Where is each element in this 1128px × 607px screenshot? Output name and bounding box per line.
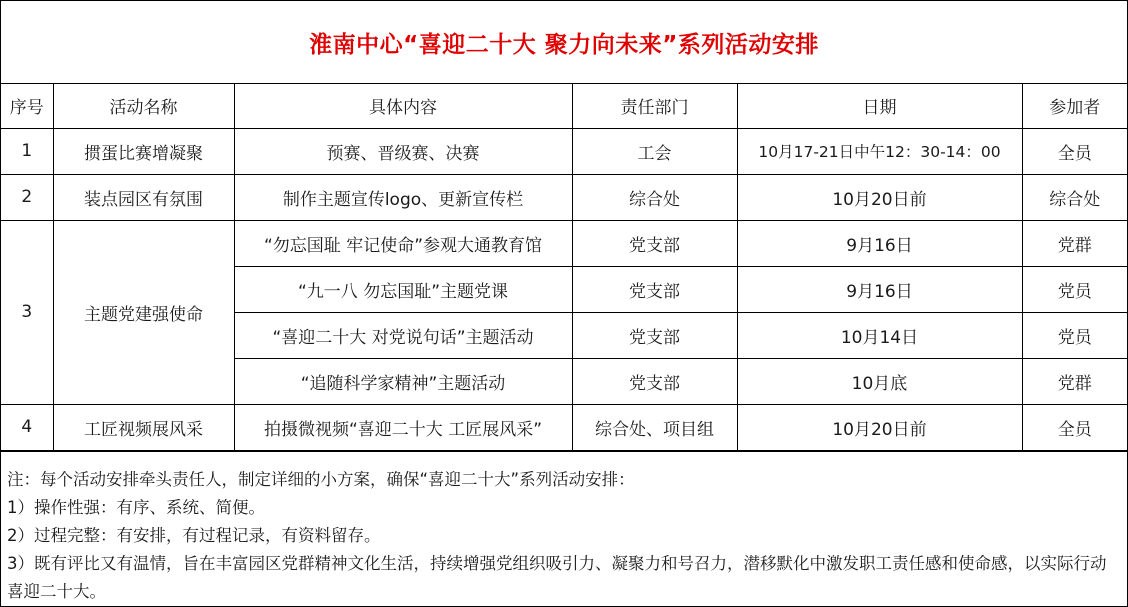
cell-no: 2 [1,174,53,220]
cell-content: “追随科学家精神”主题活动 [234,358,572,404]
cell-participants: 党员 [1022,312,1127,358]
cell-content: 拍摄微视频“喜迎二十大 工匠展风采” [234,404,572,450]
note-line: 注：每个活动安排牵头责任人，制定详细的小方案，确保“喜迎二十大”系列活动安排： [7,470,635,489]
cell-dept: 综合处、项目组 [572,404,737,450]
table-row [1,128,1127,174]
cell-activity-name: 主题党建强使命 [53,220,234,404]
column-header-name: 活动名称 [53,83,234,128]
column-header-date: 日期 [737,83,1022,128]
table-row [1,404,1127,450]
cell-participants: 党群 [1022,358,1127,404]
cell-participants: 综合处 [1022,174,1127,220]
cell-date: 10月17-21日中午12：30-14：00 [737,128,1022,174]
column-header-content: 具体内容 [234,83,572,128]
cell-participants: 全员 [1022,404,1127,450]
cell-activity-name: 装点园区有氛围 [53,174,234,220]
cell-content: “勿忘国耻 牢记使命”参观大通教育馆 [234,220,572,266]
cell-participants: 党员 [1022,266,1127,312]
cell-content: 预赛、晋级赛、决赛 [234,128,572,174]
column-header-dept: 责任部门 [572,83,737,128]
cell-activity-name: 工匠视频展风采 [53,404,234,450]
notes-section [1,451,1127,606]
cell-participants: 党群 [1022,220,1127,266]
cell-dept: 党支部 [572,220,737,266]
cell-dept: 党支部 [572,312,737,358]
column-header-participants: 参加者 [1022,83,1127,128]
column-header-no: 序号 [1,83,53,128]
table-row [1,174,1127,220]
cell-no: 3 [1,220,53,404]
cell-dept: 综合处 [572,174,737,220]
cell-dept: 工会 [572,128,737,174]
table-header-row [1,83,1127,128]
cell-dept: 党支部 [572,266,737,312]
cell-dept: 党支部 [572,358,737,404]
cell-date: 9月16日 [737,266,1022,312]
cell-no: 1 [1,128,53,174]
note-line: 2）过程完整：有安排，有过程记录，有资料留存。 [7,526,381,545]
cell-content: “喜迎二十大 对党说句话”主题活动 [234,312,572,358]
activity-table [1,83,1127,451]
cell-date: 10月20日前 [737,404,1022,450]
note-line: 1）操作性强：有序、系统、简便。 [7,498,265,517]
cell-content: “九一八 勿忘国耻”主题党课 [234,266,572,312]
cell-date: 10月20日前 [737,174,1022,220]
cell-no: 4 [1,404,53,450]
sheet-title: 淮南中心“喜迎二十大 聚力向未来”系列活动安排 [1,1,1127,84]
cell-activity-name: 掼蛋比赛增凝聚 [53,128,234,174]
note-line: 3）既有评比又有温情，旨在丰富园区党群精神文化生活，持续增强党组织吸引力、凝聚力和号召力，潜移默化中激发职工责任感和使命感，以实际行动喜迎二十大。 [7,554,1107,601]
cell-date: 10月14日 [737,312,1022,358]
table-row [1,220,1127,266]
cell-date: 9月16日 [737,220,1022,266]
cell-date: 10月底 [737,358,1022,404]
cell-content: 制作主题宣传logo、更新宣传栏 [234,174,572,220]
cell-participants: 全员 [1022,128,1127,174]
